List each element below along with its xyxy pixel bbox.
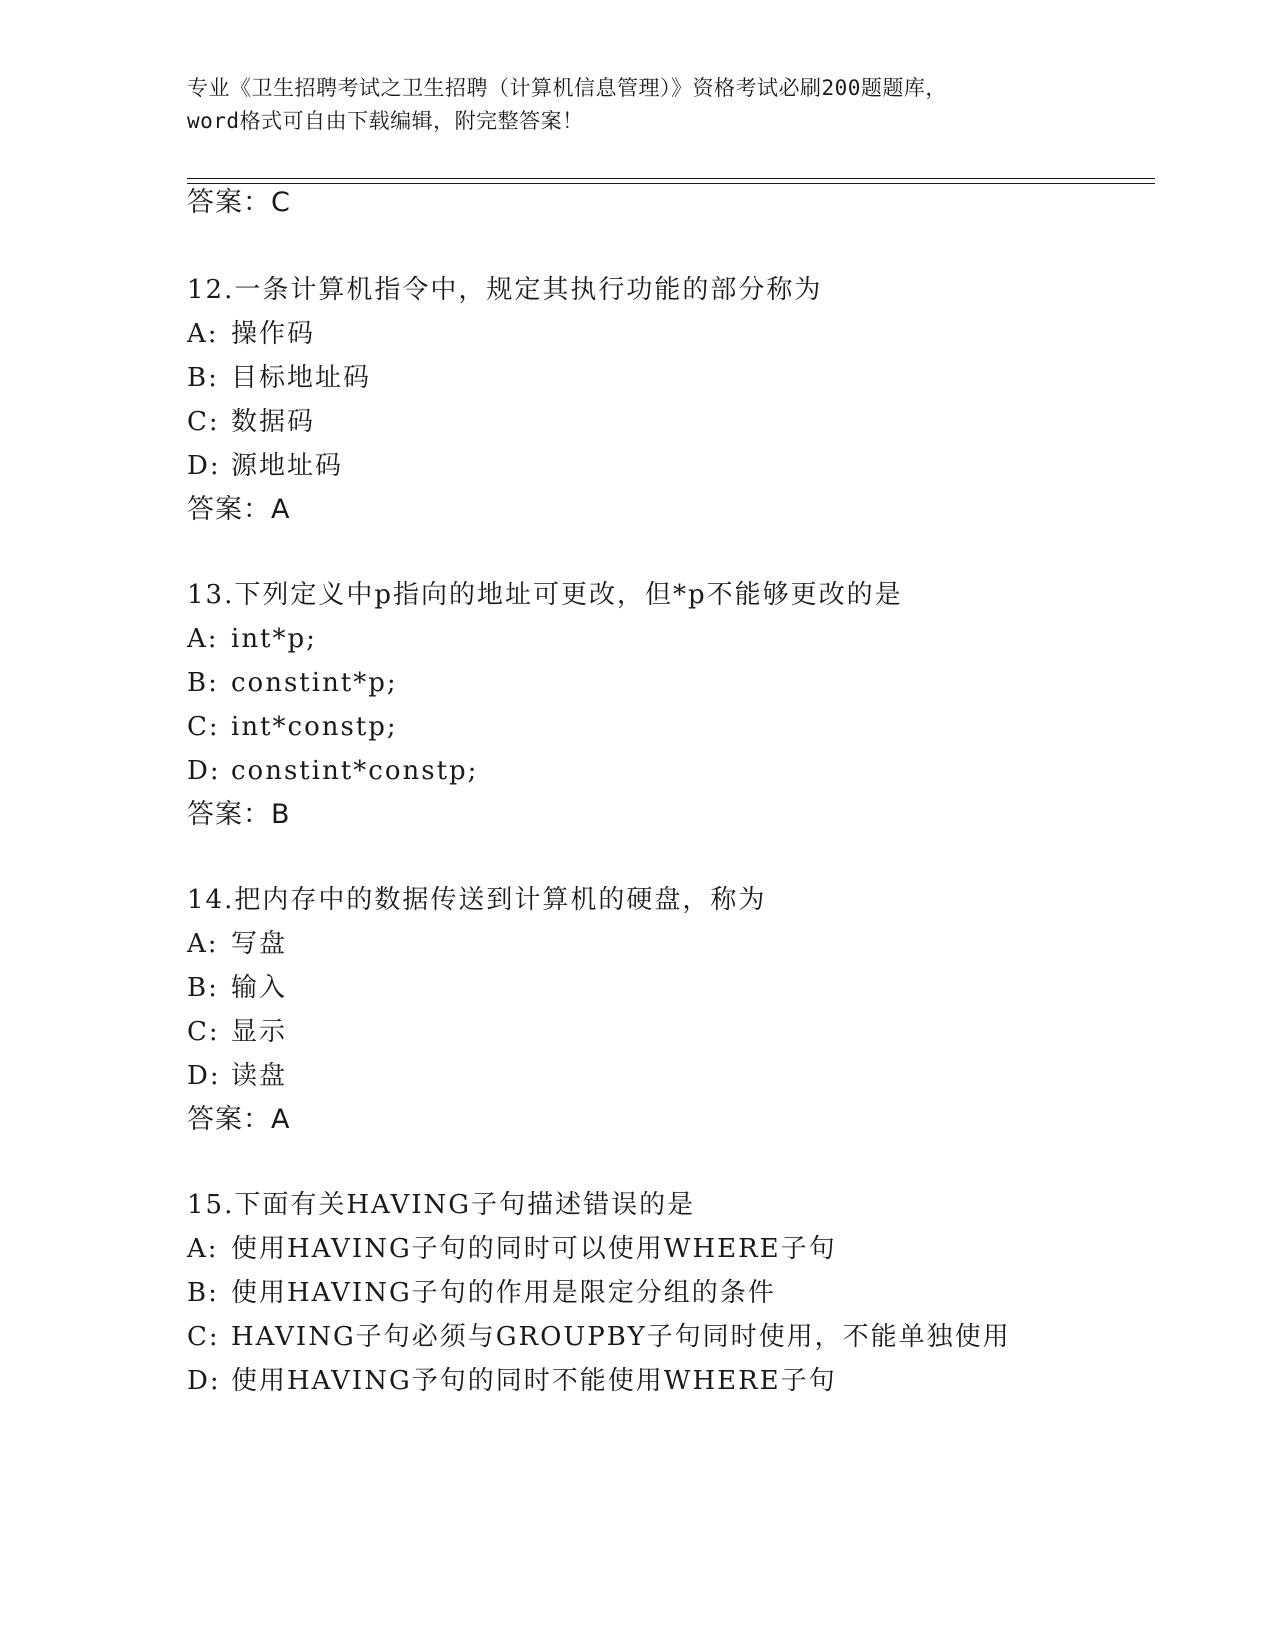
- option-text: 操作码: [231, 319, 316, 349]
- option-key: C:: [187, 1017, 220, 1047]
- document-header: [187, 72, 1087, 138]
- option-text: 数据码: [231, 407, 316, 437]
- header-divider: [187, 178, 1155, 184]
- option-text: 显示: [231, 1017, 288, 1047]
- option-key: D:: [187, 1366, 221, 1396]
- option-key: C:: [187, 712, 220, 742]
- option-key: D:: [187, 451, 221, 481]
- header-line-2: word格式可自由下载编辑，附完整答案！: [187, 109, 584, 133]
- question-12-stem: 12.一条计算机指令中，规定其执行功能的部分称为: [187, 275, 823, 305]
- question-14-option-d: [187, 1059, 287, 1093]
- option-key: B:: [187, 973, 219, 1003]
- question-15-option-d: [187, 1364, 837, 1398]
- question-13-option-b: [187, 666, 398, 700]
- option-key: B:: [187, 363, 219, 393]
- question-12-option-b: [187, 361, 371, 395]
- question-13-option-d: [187, 754, 478, 788]
- question-13-stem: 13.下列定义中p指向的地址可更改，但*p不能够更改的是: [187, 580, 903, 610]
- option-text: 输入: [231, 973, 288, 1003]
- option-text: 使用HAVING予句的同时不能使用WHERE子句: [231, 1366, 837, 1396]
- option-text: int*p;: [231, 624, 317, 654]
- question-15-option-a: [187, 1232, 837, 1266]
- option-text: int*constp;: [231, 712, 398, 742]
- option-text: constint*constp;: [231, 756, 479, 786]
- option-key: A:: [187, 319, 219, 349]
- header-line-1: 专业《卫生招聘考试之卫生招聘（计算机信息管理）》资格考试必刷200题题库，: [187, 76, 947, 100]
- question-14-stem: 14.把内存中的数据传送到计算机的硬盘，称为: [187, 885, 767, 915]
- option-key: C:: [187, 1322, 220, 1352]
- option-key: A:: [187, 1234, 219, 1264]
- option-key: B:: [187, 1278, 219, 1308]
- question-12-option-c: [187, 405, 315, 439]
- question-15-option-b: [187, 1276, 776, 1310]
- question-12-option-a: [187, 317, 315, 351]
- question-12-answer: 答案：A: [187, 494, 291, 525]
- question-15-option-c: [187, 1320, 1011, 1354]
- option-key: C:: [187, 407, 220, 437]
- question-14-option-a: [187, 927, 287, 961]
- option-text: 使用HAVING子句的作用是限定分组的条件: [231, 1278, 776, 1308]
- option-text: 源地址码: [231, 451, 344, 481]
- option-text: 使用HAVING子句的同时可以使用WHERE子句: [231, 1234, 837, 1264]
- option-text: 读盘: [231, 1061, 288, 1091]
- option-text: 写盘: [231, 929, 288, 959]
- question-13-option-c: [187, 710, 398, 744]
- option-text: 目标地址码: [231, 363, 372, 393]
- question-14-option-b: [187, 971, 287, 1005]
- option-key: D:: [187, 756, 221, 786]
- question-13-answer: 答案：B: [187, 799, 291, 830]
- question-15-stem: 15.下面有关HAVING子句描述错误的是: [187, 1190, 696, 1220]
- option-key: A:: [187, 624, 219, 654]
- question-14-option-c: [187, 1015, 287, 1049]
- previous-answer: 答案：C: [187, 187, 291, 218]
- question-13-option-a: [187, 622, 317, 656]
- option-key: D:: [187, 1061, 221, 1091]
- option-text: constint*p;: [231, 668, 398, 698]
- option-key: B:: [187, 668, 219, 698]
- question-14-answer: 答案：A: [187, 1104, 291, 1135]
- option-text: HAVING子句必须与GROUPBY子句同时使用，不能单独使用: [231, 1322, 1011, 1352]
- question-12-option-d: [187, 449, 343, 483]
- option-key: A:: [187, 929, 219, 959]
